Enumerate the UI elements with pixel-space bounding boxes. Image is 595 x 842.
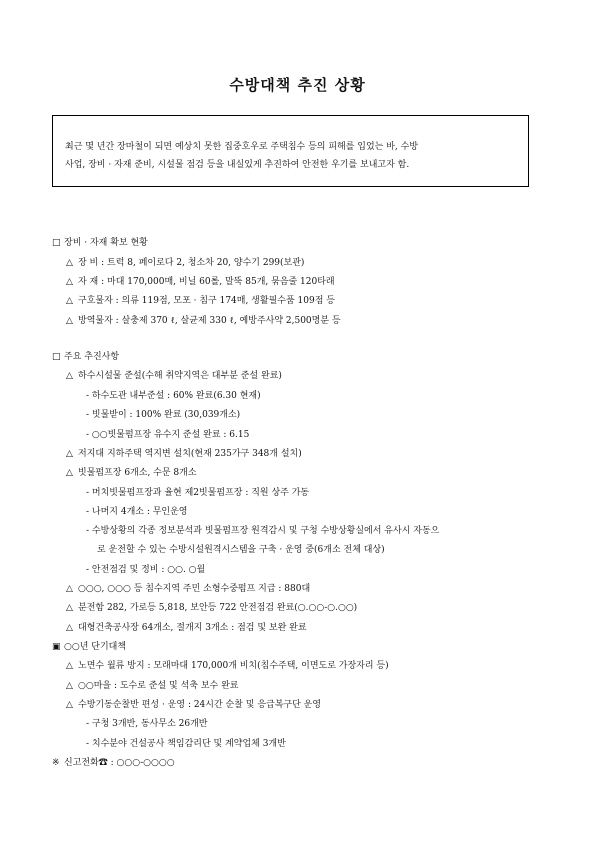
line-text: - 치수분야 건설공사 책임감리단 및 계약업체 3개반 [86,739,286,749]
content-line [66,582,310,596]
intro-line: 사업, 장비 · 자재 준비, 시설물 점검 등을 내실있게 추진하여 안전한 우기를 보내고자 함. [65,160,410,170]
content-line [86,717,207,731]
bullet-marker: △ [66,584,73,594]
bullet-marker: ▣ [52,642,61,652]
line-text: 분전함 282, 가로등 5,818, 보안등 722 안전점검 완료(○.○○-○.○○) [78,603,358,613]
bullet-marker: △ [66,316,73,326]
line-text: 자 재 : 마대 170,000매, 비닐 60롤, 말뚝 85개, 묶음줄 120타래 [78,277,335,287]
line-text: 하수시설물 준설(수해 취약지역은 대부분 준설 완료) [78,371,282,381]
line-text: - 하수도관 내부준설 : 60% 완료(6.30 현재) [86,391,261,401]
bullet-marker: △ [66,296,73,306]
content-line [66,256,304,270]
bullet-marker: △ [66,603,73,613]
content-line [52,756,175,770]
bullet-marker: ※ [52,758,60,768]
line-text: 수방기동순찰반 편성 · 운영 : 24시간 순찰 및 응급복구단 운영 [78,700,322,710]
line-text: 구호물자 : 의류 119점, 모포 · 침구 174매, 생활필수품 109점 등 [78,296,335,306]
bullet-marker: △ [66,700,73,710]
content-line [97,543,385,557]
line-text: - 안전점검 및 정비 : ○○. ○월 [86,565,206,575]
line-text: - 나머지 4개소 : 무인운영 [86,507,188,517]
content-line [66,698,321,712]
content-line [66,466,197,480]
line-text: - ○○빗물펌프장 유수지 준설 완료 : 6.15 [86,430,250,440]
line-text: 신고전화☎ : ○○○-○○○○ [64,758,175,768]
content-line [66,314,341,328]
bullet-marker: △ [66,681,73,691]
bullet-marker: △ [66,258,73,268]
content-line [66,659,389,673]
line-text: 장비 · 자재 확보 현황 [64,238,148,248]
content-line [86,524,439,538]
content-line [66,601,357,615]
bullet-marker: △ [66,449,73,459]
bullet-marker: △ [66,623,73,633]
line-text: - 구청 3개반, 동사무소 26개반 [86,719,208,729]
bullet-marker: □ [52,352,61,362]
line-text: 로 운전할 수 있는 수방시설원격시스템을 구축 · 운영 중(6개소 전체 대상) [97,545,385,555]
content-line [66,621,307,635]
content-line [52,236,148,250]
line-text: 방역물자 : 살충제 370 ℓ, 살균제 330 ℓ, 예방주사약 2,500명분 등 [78,316,341,326]
content-line [86,408,240,422]
line-text: 노면수 월류 방지 : 모래마대 170,000개 비치(침수주택, 이면도로 가장자리 등) [78,661,389,671]
bullet-marker: △ [66,661,73,671]
bullet-marker: □ [52,238,61,248]
page-title: 수방대책 추진 상황 [229,76,366,94]
content-line [52,640,126,654]
content-line [86,428,249,442]
line-text: 저지대 지하주택 역지변 설치(현재 235가구 348개 설치) [78,449,302,459]
line-text: 장 비 : 트럭 8, 페이로다 2, 청소차 20, 양수기 299(보관) [78,258,305,268]
bullet-marker: △ [66,371,73,381]
content-line [66,369,282,383]
line-text: 주요 추진사항 [64,352,120,362]
intro-line: 최근 몇 년간 장마철이 되면 예상치 못한 집중호우로 주택침수 등의 피해를 입었는 바, 수방 [65,142,419,152]
content-line [66,275,335,289]
line-text: 빗물펌프장 6개소, 수문 8개소 [78,468,197,478]
line-text: ○○마을 : 도수로 준설 및 석축 보수 완료 [78,681,239,691]
content-line [66,294,335,308]
line-text: - 머치빗물펌프장과 율현 제2빗물펌프장 : 직원 상주 가동 [86,488,310,498]
bullet-marker: △ [66,468,73,478]
content-line [66,447,302,461]
content-line [66,679,238,693]
intro-box [52,115,529,187]
content-line [86,737,286,751]
line-text: 대형건축공사장 64개소, 절개지 3개소 : 점검 및 보완 완료 [78,623,307,633]
line-text: - 수방상황의 각종 정보분석과 빗물펌프장 원격감시 및 구청 수방상황실에서 유사시 자동으 [86,526,440,536]
line-text: ○○○, ○○○ 등 침수지역 주민 소형수중펌프 지급 : 880대 [78,584,311,594]
content-line [86,505,188,519]
content-line [86,389,261,403]
content-line [86,486,309,500]
line-text: - 빗물받이 : 100% 완료 (30,039개소) [86,410,241,420]
content-line [86,563,205,577]
line-text: ○○년 단기대책 [64,642,127,652]
content-line [52,350,119,364]
bullet-marker: △ [66,277,73,287]
